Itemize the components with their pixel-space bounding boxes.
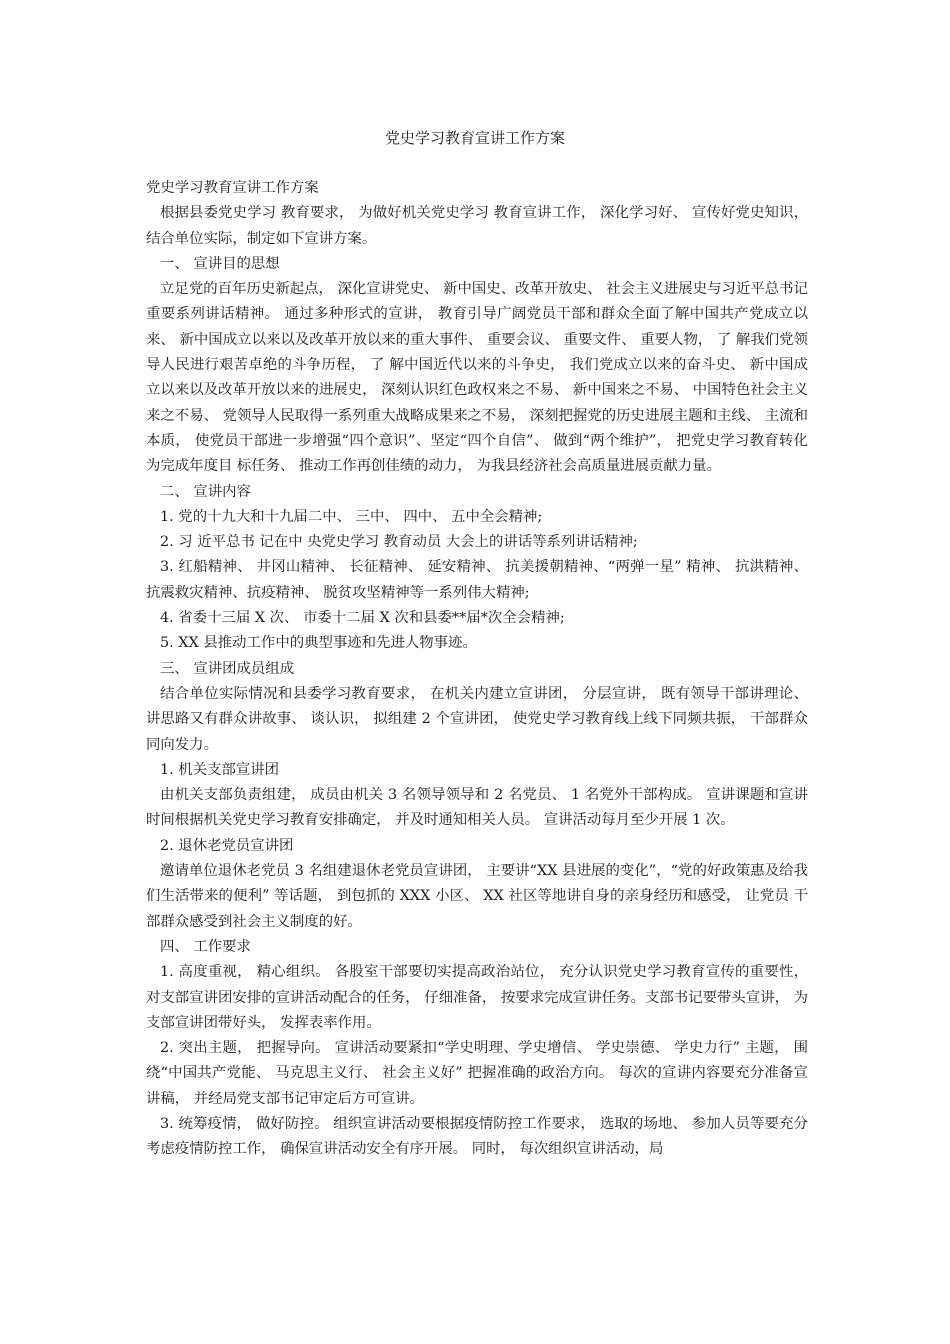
subheading: 1. 机关支部宣讲团 <box>160 761 280 778</box>
section-3-paragraph: 结合单位实际情况和县委学习教育要求， 在机关内建立宣讲团， 分层宣讲， 既有领导干部讲理论、 讲思路又有群众讲故事、 谈认识， 拟组建 2 个宣讲团， 使党史学习教育线上线下同频共振， 干部群众同向发力。 <box>146 685 808 753</box>
list-item: 4. 省委十三届 X 次、 市委十二届 X 次和县委**届*次全会精神; <box>160 610 565 627</box>
requirement-paragraph: 2. 突出主题， 把握导向。 宣讲活动要紧扣“学史明理、学史增信、 学史崇德、 学史力行” 主题， 围绕“中国共产党能、 马克思主义行、 社会主义好” 把握准确的政治方向。 每次的宣讲内容要充分准备宣讲稿， 并经局党支部书记审定后方可宣讲。 <box>146 1040 808 1107</box>
section-heading-1: 一、 宣讲目的思想 <box>160 255 280 272</box>
list-item: 1. 党的十九大和十九届二中、 三中、 四中、 五中全会精神; <box>160 508 543 525</box>
body-title-line: 党史学习教育宣讲工作方案 <box>146 180 319 196</box>
requirement-paragraph: 3. 统筹疫情， 做好防控。 组织宣讲活动要根据疫情防控工作要求， 选取的场地、 参加人员等要充分考虑疫情防控工作， 确保宣讲活动安全有序开展。 同时， 每次组织宣讲活动，局 <box>146 1115 808 1158</box>
section-heading-4: 四、 工作要求 <box>160 938 251 955</box>
list-item: 2. 习 近平总书 记在中 央党史学习 教育动员 大会上的讲话等系列讲话精神; <box>160 534 638 551</box>
intro-paragraph: 根据县委党史学习 教育要求， 为做好机关党史学习 教育宣讲工作， 深化学习好、 宣传好党史知识， 结合单位实际，制定如下宣讲方案。 <box>146 205 808 247</box>
subsection-paragraph: 邀请单位退休老党员 3 名组建退休老党员宣讲团， 主要讲“XX 县进展的变化”，“党的好政策惠及给我们生活带来的便利” 等话题， 到包抓的 XXX 小区、 XX 社区等地讲自身的亲身经历和感受， 让党员 干部群众感受到社会主义制度的好。 <box>146 863 808 930</box>
document-title: 党史学习教育宣讲工作方案 <box>384 129 565 147</box>
list-item: 3. 红船精神、 井冈山精神、 长征精神、 延安精神、 抗美援朝精神、“两弹一星” 精神、 抗洪精神、 抗震救灾精神、抗疫精神、 脱贫攻坚精神等一系列伟大精神; <box>146 559 808 601</box>
section-heading-3: 三、 宣讲团成员组成 <box>160 660 295 677</box>
subsection-paragraph: 由机关支部负责组建， 成员由机关 3 名领导领导和 2 名党员、 1 名党外干部构成。 宣讲课题和宣讲时间根据机关党史学习教育安排确定， 并及时通知相关人员。 宣讲活动每月至少开展 1 次。 <box>146 787 808 829</box>
section-1-paragraph: 立足党的百年历史新起点， 深化宣讲党史、 新中国史、改革开放史、 社会主义进展史与习近平总书记重要系列讲话精神。 通过多种形式的宣讲， 教育引导广阔党员干部和群众全面了解中国共产党成立以来、 新中国成立以来以及改革开放以来的重大事件、 重要会议、 重要文件、 重要人物， 了 解我们党领导人民进行艰苦卓绝的斗争历程， 了 解中国近代以来的斗争史， 我们党成立以来的奋斗史、 新中国成立以来以及改革开放以来的进展史， 深刻认识红色政权来之不易、 新中国来之不易、 中国特色社会主义来之不易、 党领导人民取得一系列重大战略成果来之不易， 深刻把握党的历史进展主题和主线、 主流和本质， 使党员干部进一步增强“四个意识”、坚定“四个自信”、 做到“两个维护”， 把党史学习教育转化为完成年度目 标任务、 推动工作再创佳绩的动力， 为我县经济社会高质量进展贡献力量。 <box>146 281 808 475</box>
document-body <box>146 176 808 1163</box>
requirement-paragraph: 1. 高度重视， 精心组织。 各股室干部要切实提高政治站位， 充分认识党史学习教育宣传的重要性， 对支部宣讲团安排的宣讲活动配合的任务， 仔细准备， 按要求完成宣讲任务。支部书记要带头宣讲， 为支部宣讲团带好头， 发挥表率作用。 <box>146 964 808 1031</box>
section-heading-2: 二、 宣讲内容 <box>160 483 251 500</box>
list-item: 5. XX 县推动工作中的典型事迹和先进人物事迹。 <box>160 635 477 652</box>
subheading: 2. 退休老党员宣讲团 <box>160 837 294 854</box>
